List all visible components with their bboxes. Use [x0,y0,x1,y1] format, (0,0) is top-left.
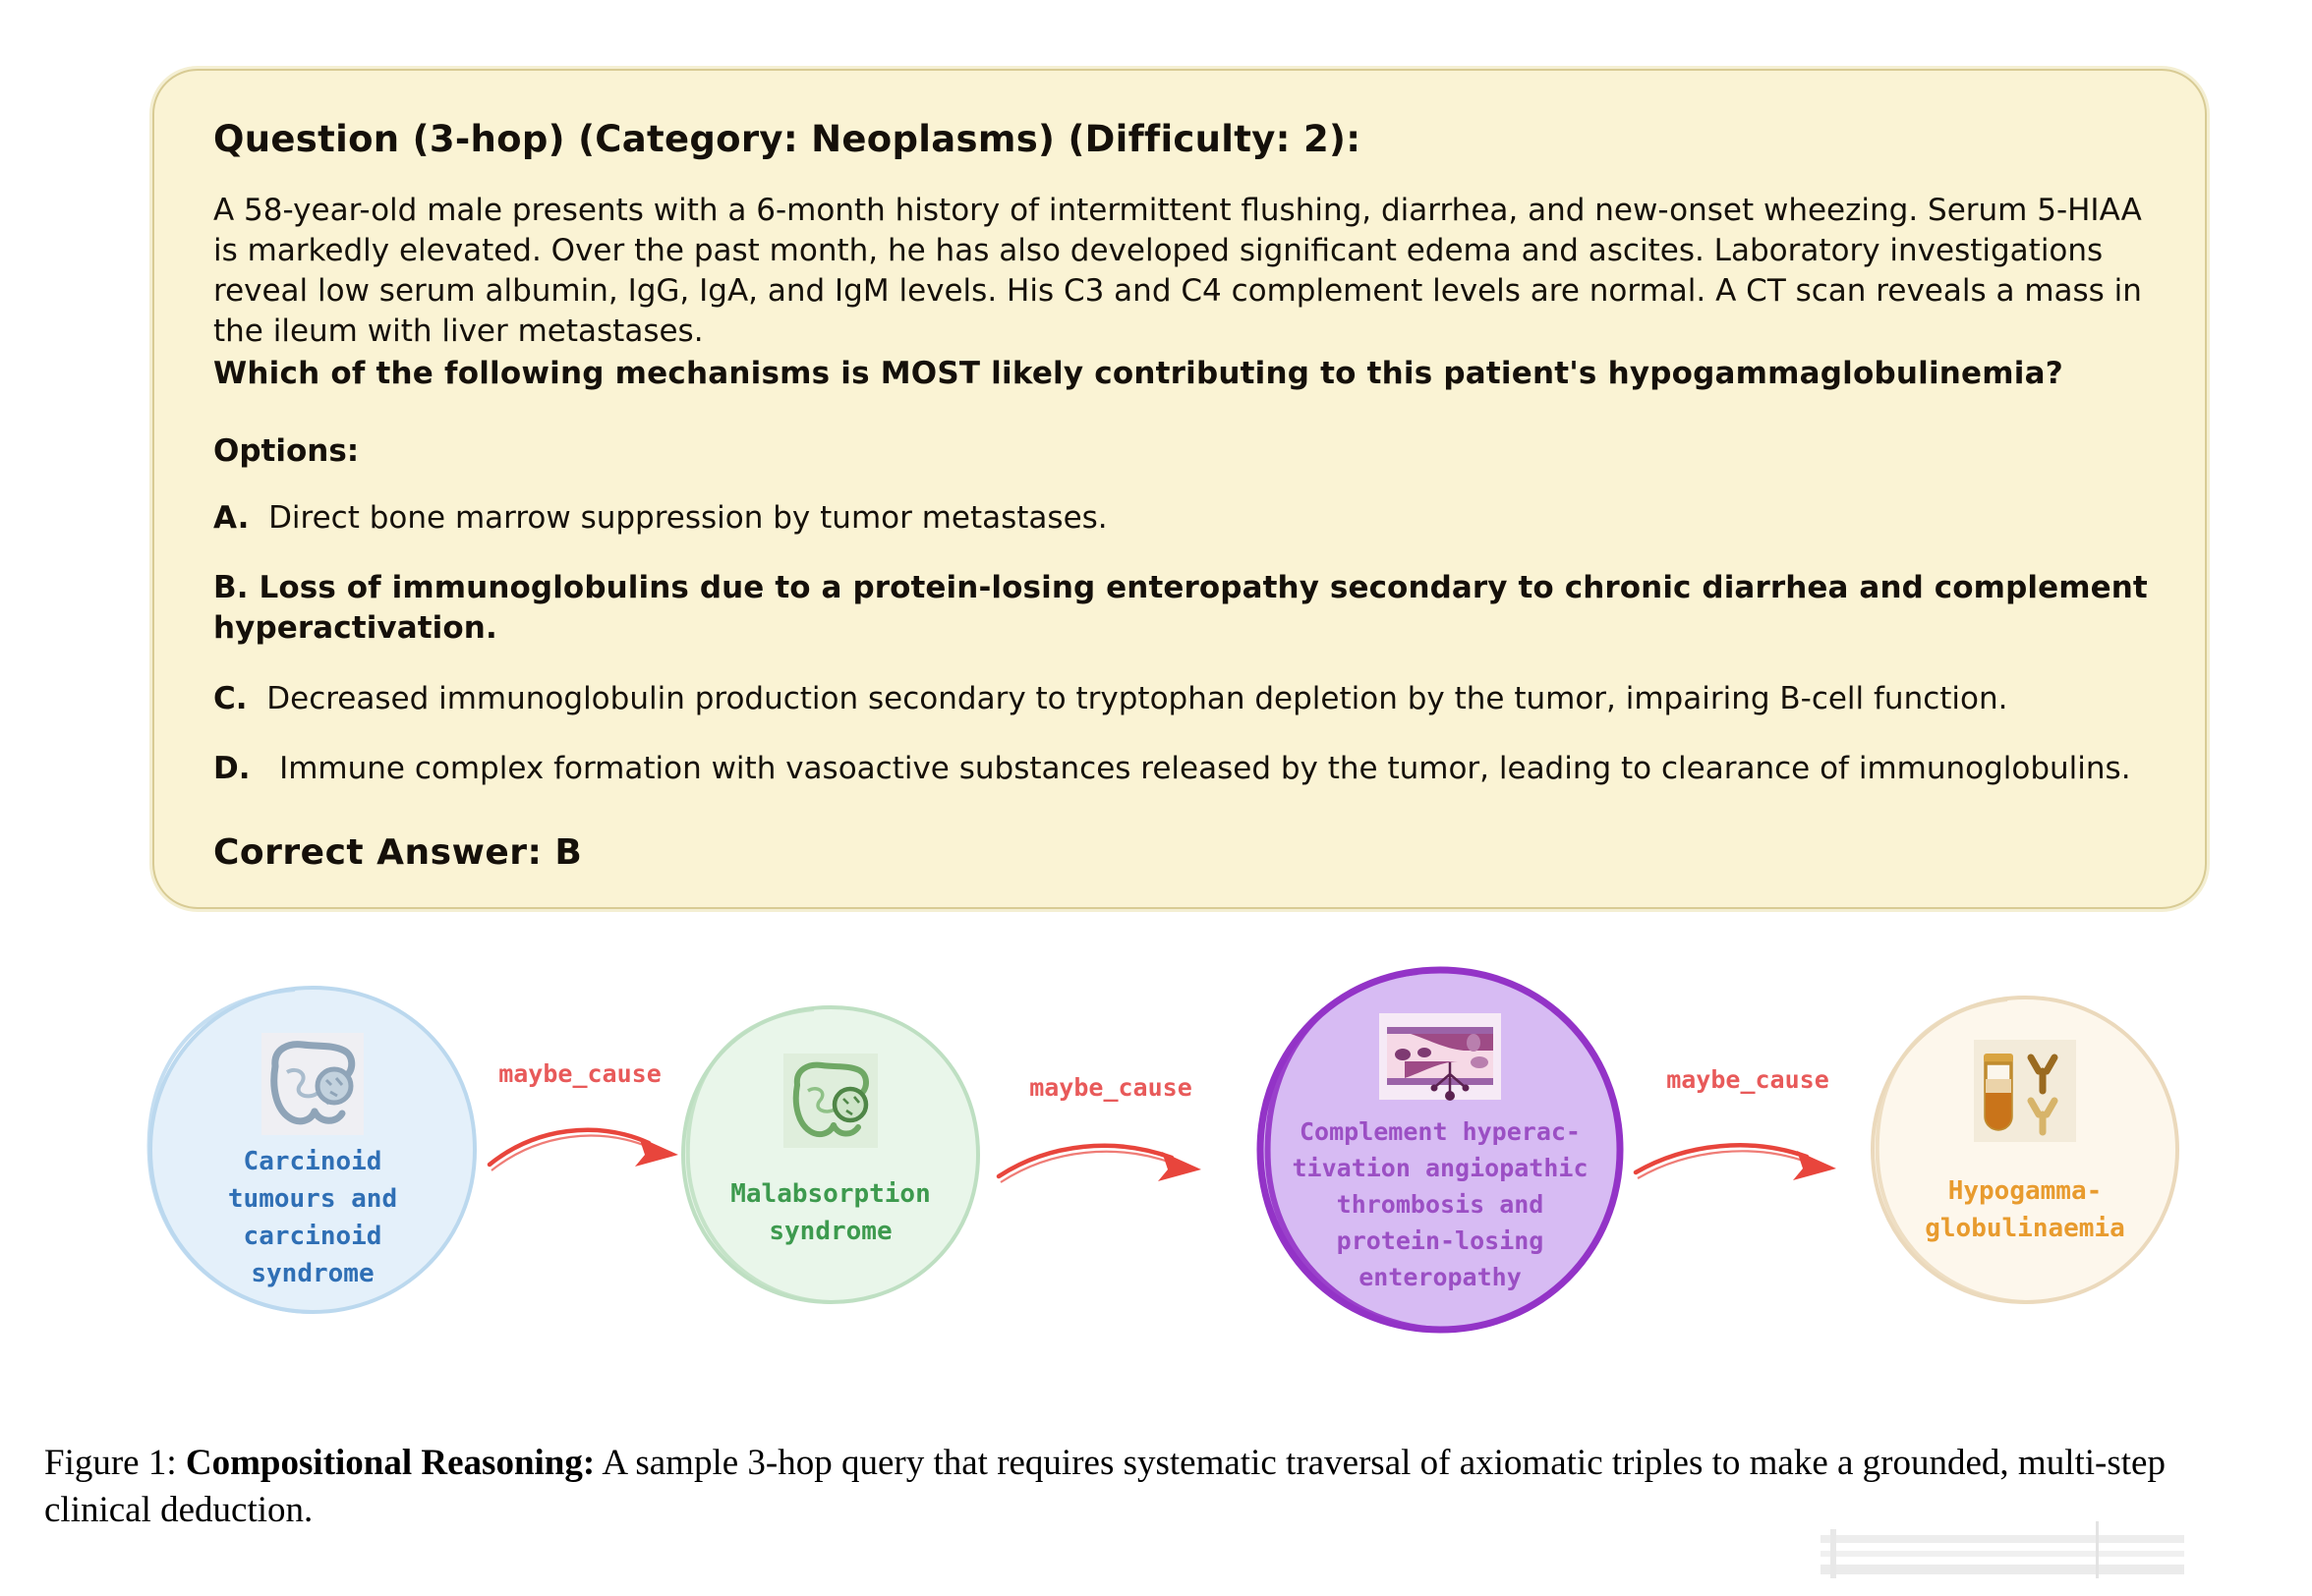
graph-node-carcinoid[interactable] [149,988,475,1312]
option-a-letter: A. [213,499,250,536]
graph-edge-2 [999,1073,1201,1182]
node-carcinoid-line-0: Carcinoid [243,1147,382,1176]
node-complement-line-3: protein-losing [1336,1226,1544,1255]
node-malabsorption-line-1: syndrome [769,1217,893,1246]
caption-prefix: Figure 1: [44,1443,186,1483]
node-complement-line-2: thrombosis and [1336,1190,1544,1219]
edge-1-label: maybe_cause [498,1059,662,1088]
question-vignette [213,191,2160,394]
vessel-thrombosis-icon [1379,1013,1501,1101]
option-c-text: Decreased immunoglobulin production secondary to tryptophan depletion by the tumor, impairing B-cell function. [266,680,2008,716]
node-hypogamma-line-0: Hypogamma- [1947,1176,2103,1206]
node-carcinoid-line-1: tumours and [227,1184,398,1214]
edge-3-label: maybe_cause [1666,1065,1829,1094]
option-d-letter: D. [213,750,251,786]
option-b-letter: B. [213,570,249,606]
graph-node-complement[interactable] [1260,970,1620,1330]
option-b[interactable] [213,568,2160,649]
correct-answer: Correct Answer: B [213,832,583,874]
vignette-text: A 58-year-old male presents with a 6-month history of intermittent flushing, diarrhea, and new-onset wheezing. Serum 5-HIAA is markedly elevated. Over the past month, he has also developed significant edema and ascites. Laboratory investigations reveal low serum albumin, IgG, IgA, and IgM levels. His C3 and C4 complement levels are normal. A CT scan reveals a mass in the ileum with liver metastases. [213,193,2142,350]
question-title: Question (3-hop) (Category: Neoplasms) (Difficulty: 2): [213,118,1361,160]
intestine-magnifier-icon [783,1054,878,1148]
caption-rest: A sample 3-hop query that requires systematic traversal of axiomatic triples to make a grounded, multi-step clinical deduction. [44,1443,2166,1531]
caption-bold: Compositional Reasoning: [185,1443,596,1483]
node-carcinoid-line-2: carcinoid [243,1222,382,1251]
option-d-text: Immune complex formation with vasoactive substances released by the tumor, leading to clearance of immunoglobulins. [279,750,2131,786]
options-label: Options: [213,432,360,469]
node-carcinoid-line-3: syndrome [251,1259,375,1288]
graph-edge-1 [490,1059,678,1170]
node-complement-line-1: tivation angiopathic [1292,1154,1589,1182]
node-complement-line-4: enteropathy [1358,1263,1522,1291]
option-a[interactable] [213,498,2160,539]
node-hypogamma-line-1: globulinaemia [1925,1214,2125,1243]
testtube-antibody-icon [1974,1040,2076,1142]
graph-edge-3 [1636,1065,1836,1180]
option-b-text: Loss of immunoglobulins due to a protein-losing enteropathy secondary to chronic diarrhea and complement hyperactivation. [213,570,2148,647]
knowledge-graph [0,919,2312,1341]
question-card [152,69,2207,909]
option-c-letter: C. [213,680,248,716]
option-c[interactable] [213,679,2160,719]
figure-caption [44,1440,2276,1534]
question-card-content [154,71,2205,907]
intestine-tumor-icon [261,1033,364,1135]
option-a-text: Direct bone marrow suppression by tumor metastases. [268,499,1108,536]
option-d[interactable] [213,749,2160,789]
edge-2-label: maybe_cause [1029,1073,1192,1102]
node-complement-line-0: Complement hyperac- [1300,1117,1581,1146]
node-malabsorption-line-0: Malabsorption [730,1179,931,1209]
graph-node-hypogamma[interactable] [1873,998,2177,1302]
graph-node-malabsorption[interactable] [683,1007,978,1302]
question-stem: Which of the following mechanisms is MOST likely contributing to this patient's hypogammaglobulinemia? [213,356,2063,392]
